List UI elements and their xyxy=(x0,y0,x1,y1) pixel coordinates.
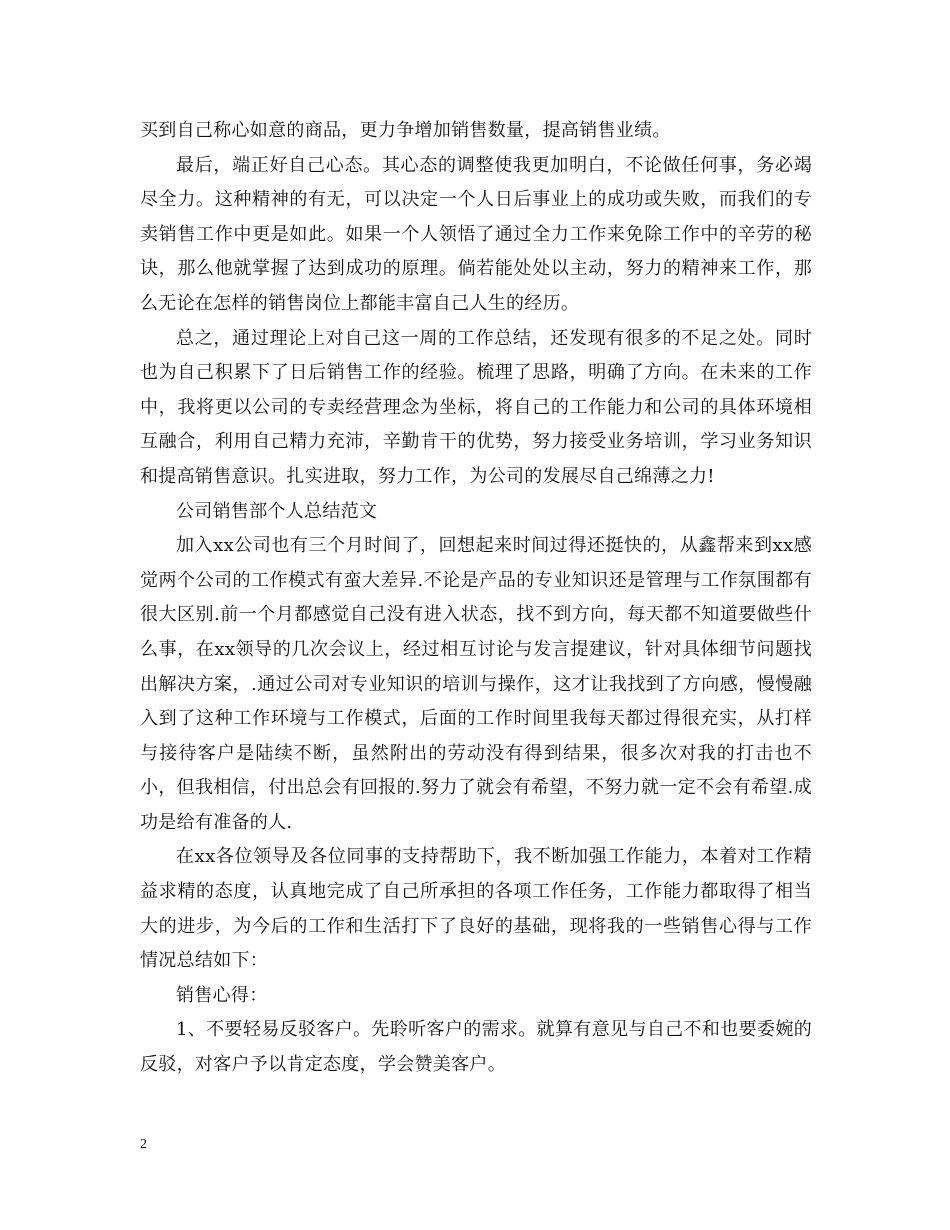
paragraph: 1、不要轻易反驳客户。先聆听客户的需求。就算有意见与自己不和也要委婉的反驳，对客户予以肯定态度，学会赞美客户。 xyxy=(140,1019,812,1076)
paragraph: 在xx各位领导及各位同事的支持帮助下，我不断加强工作能力，本着对工作精益求精的态度，认真地完成了自己所承担的各项工作任务，工作能力都取得了相当大的进步，为今后的工作和生活打下了良好的基础，现将我的一些销售心得与工作情况总结如下： xyxy=(140,846,812,972)
paragraph: 买到自己称心如意的商品，更力争增加销售数量，提高销售业绩。 xyxy=(140,120,671,141)
page-number: 2 xyxy=(140,1137,147,1152)
paragraph: 加入xx公司也有三个月时间了，回想起来时间过得还挺快的，从鑫帮来到xx感觉两个公司的工作模式有蛮大差异.不论是产品的专业知识还是管理与工作氛围都有很大区别.前一个月都感觉自己没有进入状态，找不到方向，每天都不知道要做些什么事，在xx领导的几次会议上，经过相互讨论与发言提建议，针对具体细节问题找出解决方案，.通过公司对专业知识的培训与操作，这才让我找到了方向感，慢慢融入到了这种工作环境与工作模式，后面的工作时间里我每天都过得很充实，从打样与接待客户是陆续不断，虽然附出的劳动没有得到结果，很多次对我的打击也不小，但我相信，付出总会有回报的.努力了就会有希望，不努力就一定不会有希望.成功是给有准备的人. xyxy=(140,535,812,833)
paragraph: 总之，通过理论上对自己这一周的工作总结，还发现有很多的不足之处。同时也为自己积累下了日后销售工作的经验。梳理了思路，明确了方向。在未来的工作中，我将更以公司的专卖经营理念为坐标，将自己的工作能力和公司的具体环境相互融合，利用自己精力充沛，辛勤肯干的优势，努力接受业务培训，学习业务知识和提高销售意识。扎实进取，努力工作，为公司的发展尽自己绵薄之力! xyxy=(140,327,812,487)
paragraph: 最后，端正好自己心态。其心态的调整使我更加明白，不论做任何事，务必竭尽全力。这种精神的有无，可以决定一个人日后事业上的成功或失败，而我们的专卖销售工作中更是如此。如果一个人领悟了通过全力工作来免除工作中的辛劳的秘诀，那么他就掌握了达到成功的原理。倘若能处处以主动，努力的精神来工作，那么无论在怎样的销售岗位上都能丰富自己人生的经历。 xyxy=(140,154,812,314)
paragraph: 销售心得： xyxy=(176,984,268,1006)
section-heading: 公司销售部个人总结范文 xyxy=(176,500,378,522)
document-body xyxy=(140,114,812,1083)
